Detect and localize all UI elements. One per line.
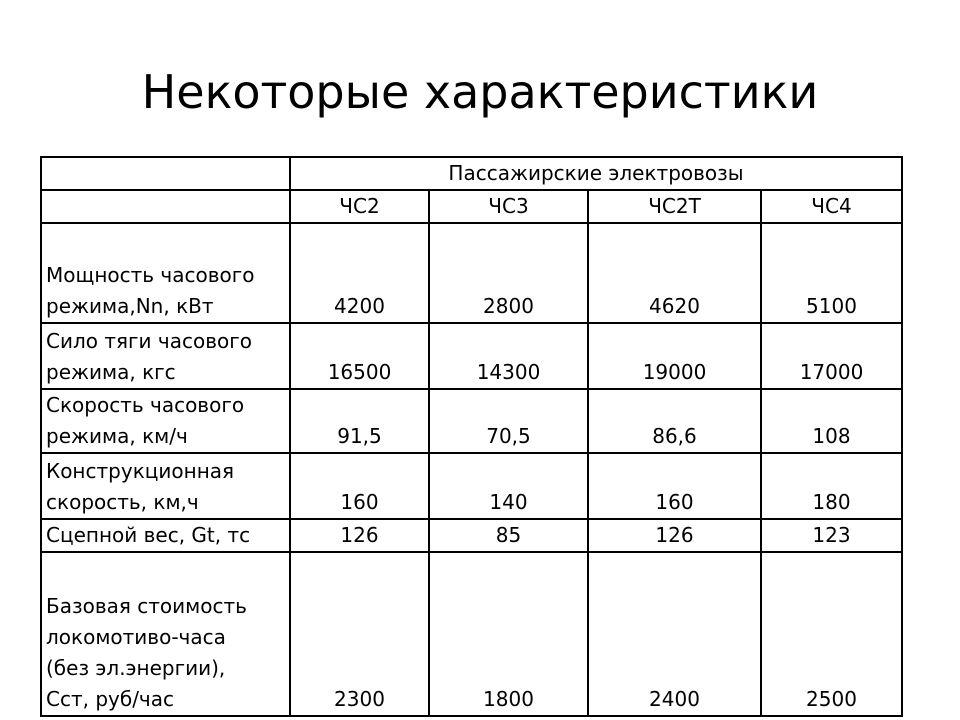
corner-cell [41,190,290,223]
table-row [41,552,902,716]
specs-table [40,156,903,717]
table-row [41,389,902,453]
cell-value: 2800 [429,223,588,323]
table-row [41,453,902,519]
cell-value: 126 [588,519,761,552]
group-header: Пассажирские электровозы [290,157,902,190]
table-row [41,223,902,323]
table-row [41,519,902,552]
cell-value: 4200 [290,223,429,323]
cell-value: 19000 [588,323,761,389]
cell-value: 70,5 [429,389,588,453]
model-header: ЧС3 [429,190,588,223]
row-label: Скорость часового режима, км/ч [41,389,290,453]
cell-value: 16500 [290,323,429,389]
cell-value: 160 [588,453,761,519]
cell-value: 140 [429,453,588,519]
cell-value: 5100 [761,223,902,323]
slide-title: Некоторые характеристики [141,65,819,119]
cell-value: 17000 [761,323,902,389]
cell-value: 2300 [290,552,429,716]
row-label: Базовая стоимость локомотиво-часа (без эл.энергии), Сст, руб/час [41,552,290,716]
row-label: Конструкционная скорость, км,ч [41,453,290,519]
cell-value: 123 [761,519,902,552]
cell-value: 4620 [588,223,761,323]
table-row [41,323,902,389]
cell-value: 85 [429,519,588,552]
table-header-group-row [41,157,902,190]
model-header: ЧС2Т [588,190,761,223]
cell-value: 126 [290,519,429,552]
cell-value: 86,6 [588,389,761,453]
corner-cell [41,157,290,190]
cell-value: 2400 [588,552,761,716]
cell-value: 2500 [761,552,902,716]
cell-value: 1800 [429,552,588,716]
row-label: Сцепной вес, Gt, тс [41,519,290,552]
cell-value: 180 [761,453,902,519]
cell-value: 14300 [429,323,588,389]
row-label: Сило тяги часового режима, кгс [41,323,290,389]
row-label: Мощность часового режима,Nn, кВт [41,223,290,323]
cell-value: 160 [290,453,429,519]
model-header: ЧС2 [290,190,429,223]
cell-value: 91,5 [290,389,429,453]
cell-value: 108 [761,389,902,453]
table-header-models-row [41,190,902,223]
model-header: ЧС4 [761,190,902,223]
